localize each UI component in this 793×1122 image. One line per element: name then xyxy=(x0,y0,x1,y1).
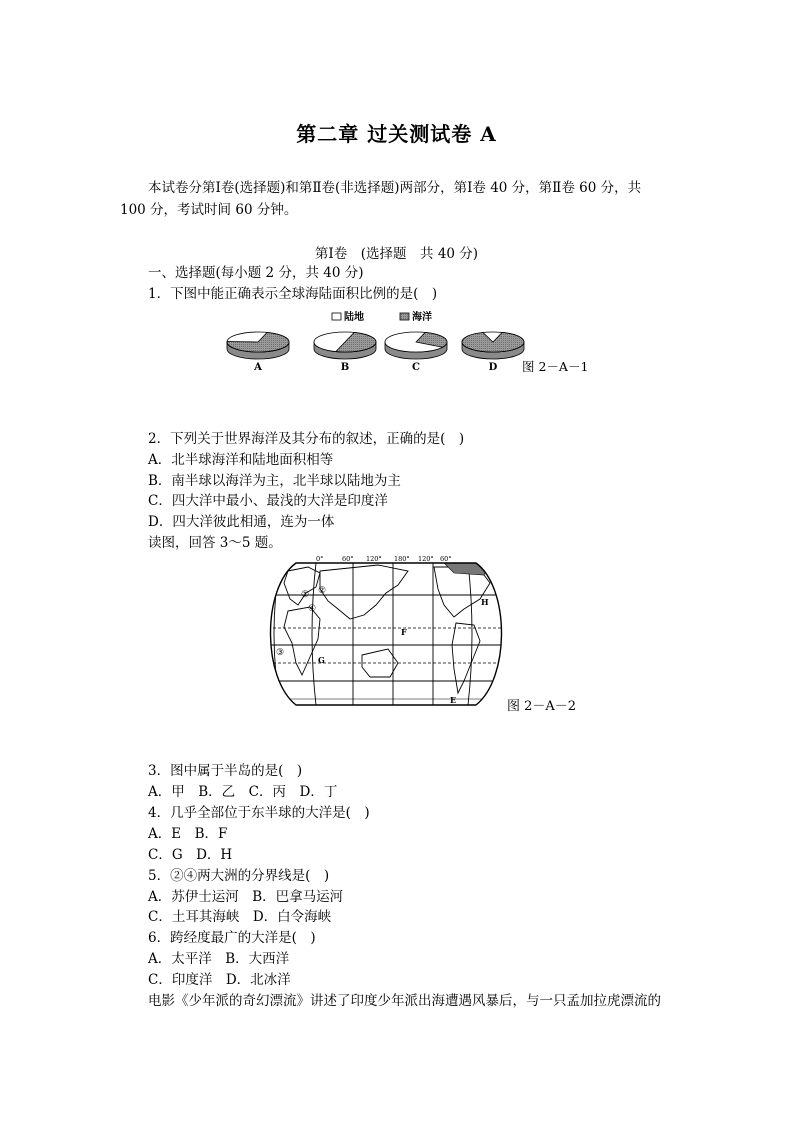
longitude-label: 60° xyxy=(440,555,452,563)
pie-option-b xyxy=(314,332,376,359)
intro-text-continued: 100 分，考试时间 60 分钟。 xyxy=(120,202,298,218)
asia-outline xyxy=(320,565,408,619)
section-title: 第Ⅰ卷 (选择题 共 40 分) xyxy=(314,246,479,262)
longitude-label: 120° xyxy=(418,555,434,563)
pie-option-d xyxy=(462,332,524,359)
question-6: 6．跨经度最广的大洋是( ) xyxy=(148,930,316,946)
q5-options-row2: C．土耳其海峡 D．白令海峡 xyxy=(148,909,332,925)
q4-options-row2: C．G D．H xyxy=(148,847,233,863)
figure-caption-1: 图 2－A－1 xyxy=(522,359,589,374)
pie-option-c xyxy=(385,332,447,359)
option-a-label: A xyxy=(254,362,262,373)
marker-3: ③ xyxy=(276,648,285,658)
longitude-label: 0° xyxy=(316,555,324,563)
legend-land-label: 陆地 xyxy=(344,312,364,323)
q6-options-row2: C．印度洋 D．北冰洋 xyxy=(148,972,291,988)
figure-2-a-2 xyxy=(258,553,518,715)
read-map-instruction: 读图，回答 3～5 题。 xyxy=(148,535,282,551)
q4-options-row1: A．E B．F xyxy=(148,826,228,842)
option-b-label: B xyxy=(340,362,350,373)
ocean-letter-e: E xyxy=(450,695,457,705)
figure-caption-2: 图 2－A－2 xyxy=(507,699,577,714)
q5-options-row1: A．苏伊士运河 B．巴拿马运河 xyxy=(148,889,344,905)
passage-line: 电影《少年派的奇幻漂流》讲述了印度少年派出海遭遇风暴后，与一只孟加拉虎漂流的 xyxy=(148,993,661,1009)
legend-ocean-swatch xyxy=(400,313,409,320)
q2-option-d: D．四大洋彼此相通，连为一体 xyxy=(148,514,335,530)
question-5: 5．②④两大洲的分界线是( ) xyxy=(148,868,330,884)
pie-option-a xyxy=(227,332,289,359)
intro-text: 本试卷分第Ⅰ卷(选择题)和第Ⅱ卷(非选择题)两部分，第Ⅰ卷 40 分，第Ⅱ卷 60 分，共 xyxy=(148,180,642,196)
marker-2: ② xyxy=(318,586,327,596)
marker-1: ① xyxy=(301,590,310,600)
ocean-letter-g: G xyxy=(318,655,325,665)
part-heading: 一、选择题(每小题 2 分，共 40 分) xyxy=(148,265,364,281)
longitude-label: 120° xyxy=(366,555,382,563)
legend-ocean-label: 海洋 xyxy=(412,312,432,323)
option-c-label: C xyxy=(412,362,420,373)
q2-option-c: C．四大洋中最小、最浅的大洋是印度洋 xyxy=(148,493,388,509)
q2-option-b: B．南半球以海洋为主，北半球以陆地为主 xyxy=(148,473,401,489)
option-d-label: D xyxy=(488,362,498,373)
page-title: 第二章 过关测试卷 A xyxy=(296,122,497,146)
ocean-letter-h: H xyxy=(481,597,489,607)
marker-4: ④ xyxy=(308,604,317,614)
legend-land-swatch xyxy=(332,313,341,320)
question-1: 1．下图中能正确表示全球海陆面积比例的是( ) xyxy=(148,286,438,302)
figure-2-a-1 xyxy=(225,308,595,383)
longitude-label: 180° xyxy=(394,555,410,563)
question-3: 3．图中属于半岛的是( ) xyxy=(148,763,303,779)
ocean-letter-f: F xyxy=(401,627,407,637)
q3-options: A．甲 B．乙 C．丙 D．丁 xyxy=(148,784,338,800)
africa-outline xyxy=(284,607,320,675)
longitude-label: 60° xyxy=(342,555,354,563)
q6-options-row1: A．太平洋 B．大西洋 xyxy=(148,951,290,967)
q2-option-a: A．北半球海洋和陆地面积相等 xyxy=(148,452,334,468)
question-2: 2．下列关于世界海洋及其分布的叙述，正确的是( ) xyxy=(148,431,465,447)
south-america-outline xyxy=(452,623,480,693)
question-4: 4．几乎全部位于东半球的大洋是( ) xyxy=(148,805,370,821)
